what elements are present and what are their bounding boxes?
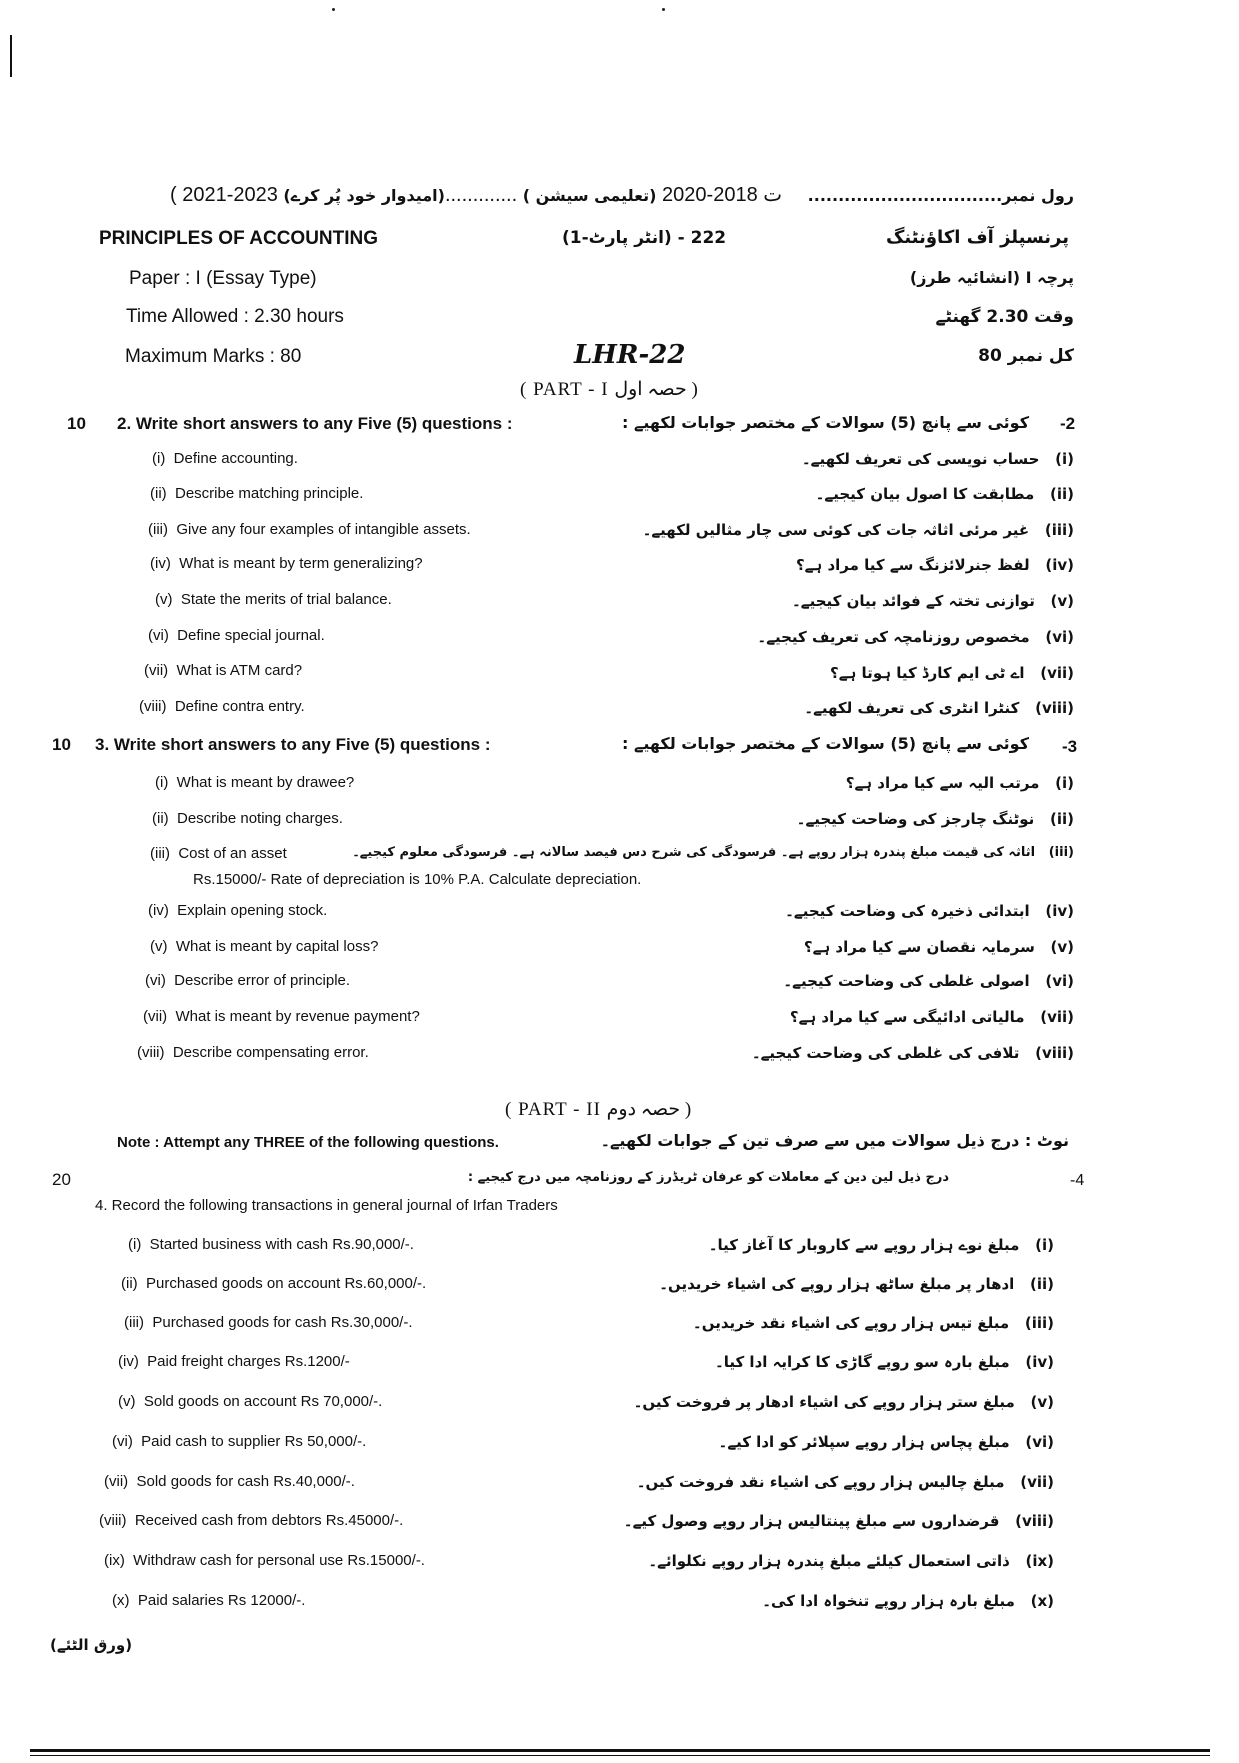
max-marks-ur: کل نمبر 80	[978, 346, 1074, 366]
scan-speck	[332, 8, 335, 11]
turn-over-note: (ورق الٹئے)	[50, 1636, 133, 1654]
part-1-heading: ( PART - I حصہ اول )	[520, 379, 699, 400]
q3-number-ur: -3	[1062, 737, 1078, 756]
session-line: ( 2021-2023 ت 2018-2020 (تعلیمی سیشن ) .............(امیدوار خود پُر کرے)	[170, 184, 783, 206]
q3-title-en: 3. Write short answers to any Five (5) questions :	[95, 735, 491, 754]
note-en: Note : Attempt any THREE of the following questions.	[117, 1134, 499, 1151]
subject-title-ur: پرنسپلز آف اکاؤنٹنگ	[885, 227, 1069, 248]
list-item: (vii) Sold goods for cash Rs.40,000/-.	[104, 1473, 355, 1490]
bottom-border-line	[30, 1749, 1210, 1752]
subject-code: 222 - (انٹر پارٹ-1)	[562, 228, 727, 248]
list-item-ur: (x) مبلغ بارہ ہزار روپے تنخواہ ادا کی۔	[762, 1592, 1054, 1610]
bottom-border-line-thin	[30, 1755, 1210, 1756]
list-item: (x) Paid salaries Rs 12000/-.	[112, 1592, 306, 1609]
list-item-ur: (iv) لفظ جنرلائزنگ سے کیا مراد ہے؟	[795, 556, 1074, 574]
list-item-ur: (ix) ذاتی استعمال کیلئے مبلغ پندرہ ہزار روپے نکلوائے۔	[648, 1552, 1054, 1570]
paper-stamp: LHR-22	[574, 340, 686, 370]
q4-title-en: 4. Record the following transactions in general journal of Irfan Traders	[95, 1197, 558, 1214]
time-allowed-en: Time Allowed : 2.30 hours	[126, 306, 344, 327]
list-item: (iii) Cost of an asset	[150, 845, 287, 862]
list-item: (v) Sold goods on account Rs 70,000/-.	[118, 1393, 383, 1410]
time-allowed-ur: وقت 2.30 گھنٹے	[935, 307, 1074, 327]
scan-speck	[662, 8, 665, 11]
list-item-ur: (viii) کنٹرا انٹری کی تعریف لکھیے۔	[804, 699, 1074, 717]
list-item-ur: (iv) مبلغ بارہ سو روپے گاڑی کا کرایہ ادا کیا۔	[714, 1353, 1054, 1371]
paper-type-ur: پرچہ I (انشائیہ طرز)	[909, 268, 1074, 287]
list-item-ur: (iii) مبلغ تیس ہزار روپے کی اشیاء نقد خریدیں۔	[692, 1314, 1054, 1332]
note-ur: نوٹ : درج ذیل سوالات میں سے صرف تین کے جوابات لکھیے۔	[600, 1131, 1069, 1150]
max-marks-en: Maximum Marks : 80	[125, 346, 302, 367]
list-item-ur: (vi) مخصوص روزنامچہ کی تعریف کیجیے۔	[757, 628, 1074, 646]
list-item-ur: (ii) مطابقت کا اصول بیان کیجیے۔	[815, 485, 1074, 503]
list-item-ur: (i) حساب نویسی کی تعریف لکھیے۔	[801, 450, 1074, 468]
list-item-ur: (vii) مبلغ چالیس ہزار روپے کی اشیاء نقد فروخت کیں۔	[636, 1473, 1054, 1491]
list-item-ur: (v) سرمایہ نقصان سے کیا مراد ہے؟	[803, 938, 1074, 956]
list-item: (iii) Give any four examples of intangible assets.	[148, 521, 471, 538]
list-item-ur: (iv) ابتدائی ذخیرہ کی وضاحت کیجیے۔	[785, 902, 1074, 920]
list-item: (viii) Describe compensating error.	[137, 1044, 369, 1061]
list-item: (viii) Received cash from debtors Rs.45000/-.	[99, 1512, 404, 1529]
list-item-ur: (iii) غیر مرئی اثاثہ جات کی کوئی سی چار مثالیں لکھیے۔	[642, 521, 1074, 539]
list-item: (ii) Describe noting charges.	[152, 810, 343, 827]
list-item-ur: (i) مرتب الیہ سے کیا مراد ہے؟	[845, 774, 1074, 792]
list-item: (iii) Purchased goods for cash Rs.30,000/-.	[124, 1314, 413, 1331]
list-item: (vi) Define special journal.	[148, 627, 325, 644]
q4-title-ur: درج ذیل لین دین کے معاملات کو عرفان ٹریڈرز کے روزنامچہ میں درج کیجیے :	[467, 1170, 949, 1185]
list-item: (iv) What is meant by term generalizing?	[150, 555, 423, 572]
q4-number-ur: -4	[1070, 1172, 1085, 1189]
list-item: (vi) Paid cash to supplier Rs 50,000/-.	[112, 1433, 367, 1450]
list-item: (i) Started business with cash Rs.90,000/-.	[128, 1236, 414, 1253]
list-item-ur: (ii) ادھار پر مبلغ ساٹھ ہزار روپے کی اشیاء خریدیں۔	[659, 1275, 1054, 1293]
list-item-ur: (ii) نوٹنگ چارجز کی وضاحت کیجیے۔	[796, 810, 1074, 828]
roll-number-label: رول نمبر................................	[807, 186, 1074, 205]
scan-margin-line	[10, 35, 12, 77]
list-item: (i) What is meant by drawee?	[155, 774, 355, 791]
list-item: (ii) Describe matching principle.	[150, 485, 364, 502]
list-item-ur: (i) مبلغ نوے ہزار روپے سے کاروبار کا آغاز کیا۔	[708, 1236, 1054, 1254]
q3-title-ur: کوئی سے پانچ (5) سوالات کے مختصر جوابات لکھیے :	[621, 734, 1029, 753]
list-item: (i) Define accounting.	[152, 450, 298, 467]
list-item-ur: (vi) اصولی غلطی کی وضاحت کیجیے۔	[783, 972, 1074, 990]
list-item: (viii) Define contra entry.	[139, 698, 305, 715]
list-item-ur: (viii) تلافی کی غلطی کی وضاحت کیجیے۔	[751, 1044, 1074, 1062]
part-2-heading: ( PART - II حصہ دوم )	[505, 1099, 693, 1120]
list-item-ur: (v) مبلغ ستر ہزار روپے کی اشیاء ادھار پر فروخت کیں۔	[633, 1393, 1054, 1411]
subject-title-en: PRINCIPLES OF ACCOUNTING	[99, 228, 379, 249]
list-item: (ix) Withdraw cash for personal use Rs.15000/-.	[104, 1552, 425, 1569]
list-item: (vii) What is ATM card?	[144, 662, 303, 679]
q2-marks: 10	[67, 414, 86, 433]
q2-title-en: 2. Write short answers to any Five (5) questions :	[117, 414, 513, 433]
list-item-continuation: Rs.15000/- Rate of depreciation is 10% P.A. Calculate depreciation.	[193, 871, 642, 888]
list-item: (iv) Paid freight charges Rs.1200/-	[118, 1353, 350, 1370]
list-item: (vii) What is meant by revenue payment?	[143, 1008, 420, 1025]
list-item: (vi) Describe error of principle.	[145, 972, 351, 989]
q3-marks: 10	[52, 735, 71, 754]
paper-type-en: Paper : I (Essay Type)	[129, 268, 317, 289]
list-item-ur: (vii) اے ٹی ایم کارڈ کیا ہوتا ہے؟	[830, 664, 1074, 682]
list-item: (v) State the merits of trial balance.	[155, 591, 392, 608]
q4-marks: 20	[52, 1170, 71, 1189]
list-item-ur: (iii) اثاثہ کی قیمت مبلغ پندرہ ہزار روپے ہے۔ فرسودگی کی شرح دس فیصد سالانہ ہے۔ فرسودگی معلوم کیجیے۔	[352, 845, 1074, 860]
list-item-ur: (vii) مالیاتی ادائیگی سے کیا مراد ہے؟	[789, 1008, 1074, 1026]
list-item-ur: (viii) قرضداروں سے مبلغ پینتالیس ہزار روپے وصول کیے۔	[623, 1512, 1054, 1530]
list-item-ur: (v) توازنی تختہ کے فوائد بیان کیجیے۔	[792, 592, 1074, 610]
q2-number-ur: -2	[1060, 414, 1076, 433]
q2-title-ur: کوئی سے پانچ (5) سوالات کے مختصر جوابات لکھیے :	[621, 413, 1029, 432]
list-item: (v) What is meant by capital loss?	[150, 938, 379, 955]
list-item: (ii) Purchased goods on account Rs.60,000/-.	[121, 1275, 427, 1292]
list-item-ur: (vi) مبلغ پچاس ہزار روپے سپلائر کو ادا کیے۔	[718, 1433, 1054, 1451]
list-item: (iv) Explain opening stock.	[148, 902, 328, 919]
